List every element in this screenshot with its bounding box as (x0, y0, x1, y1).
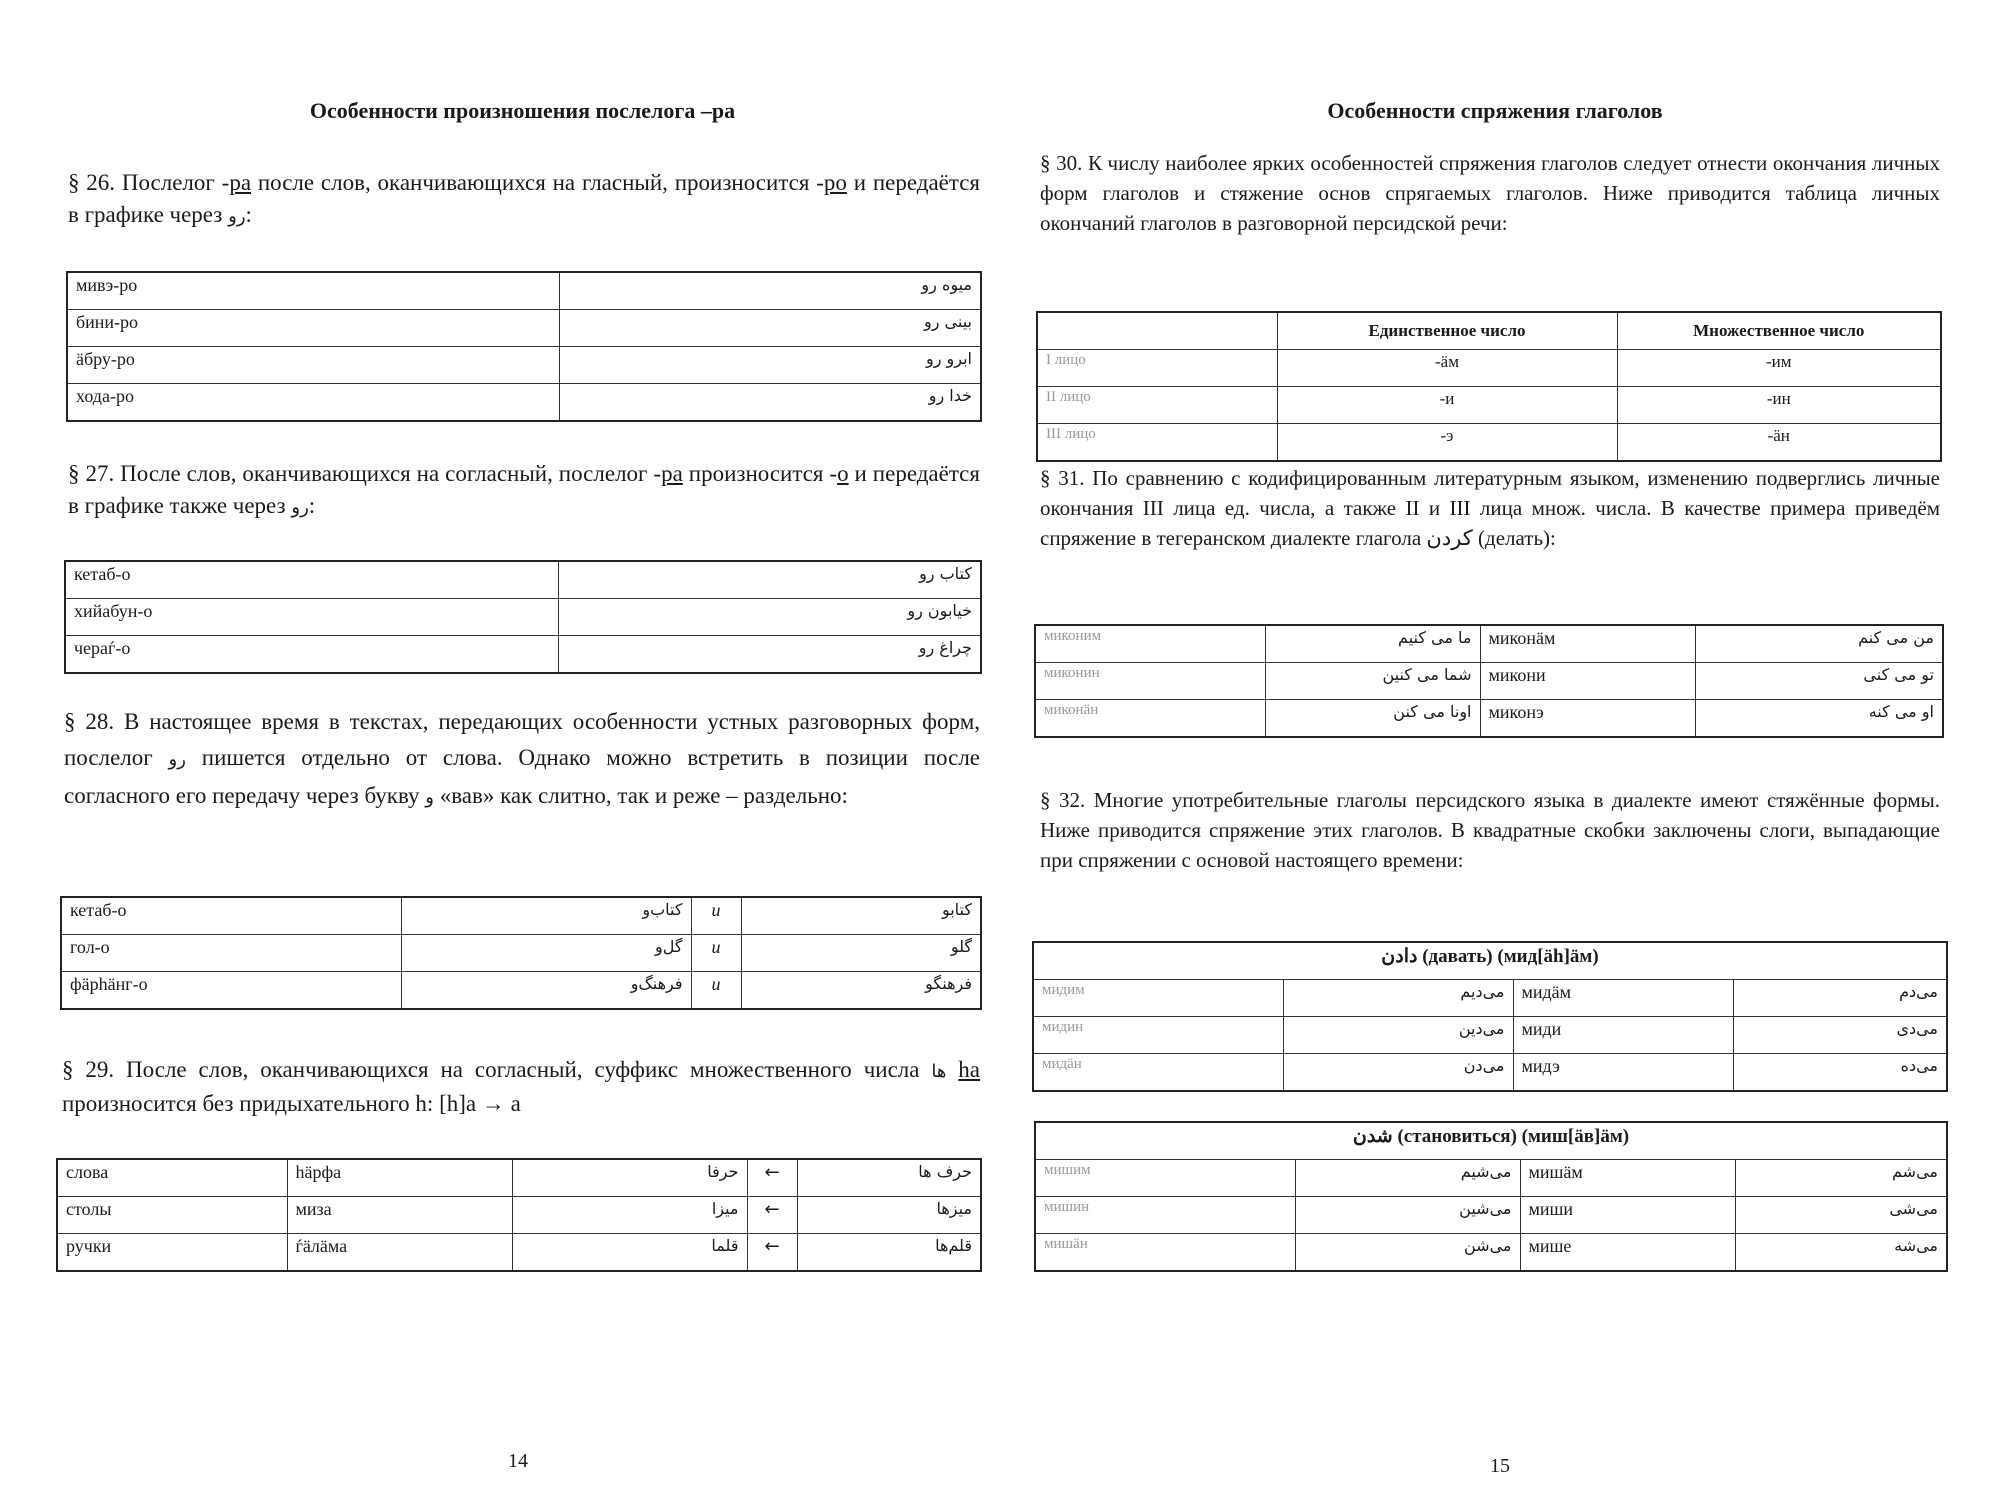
transcription-cell: häрфа (287, 1159, 512, 1197)
transcription-cell: мишин (1035, 1197, 1295, 1234)
person-cell: III лицо (1037, 424, 1277, 462)
transcription-cell: кетаб-о (65, 561, 558, 599)
transcription-cell: мишäн (1035, 1234, 1295, 1272)
persian-cell: می‌دین (1283, 1017, 1513, 1054)
meaning-cell: столы (57, 1197, 287, 1234)
transcription-cell: бини-ро (67, 310, 559, 347)
table-dadan (1032, 941, 1948, 1092)
transcription-cell: хода-ро (67, 384, 559, 422)
persian-cell: می‌دیم (1283, 980, 1513, 1017)
transcription-cell: мидим (1033, 980, 1283, 1017)
persian-cell: ما می کنیم (1265, 625, 1480, 663)
persian-cell: گل‌و (401, 935, 691, 972)
persian-cell: او می کنه (1695, 700, 1943, 738)
table-plural-suffix (56, 1158, 982, 1272)
table-row (65, 636, 981, 674)
persian-cell: شما می کنین (1265, 663, 1480, 700)
table-row (1033, 1017, 1947, 1054)
transcription-cell: мидэ (1513, 1054, 1733, 1092)
table-row (1033, 1054, 1947, 1092)
persian-cell: اونا می کنن (1265, 700, 1480, 738)
transcription-cell: миконэ (1480, 700, 1695, 738)
person-cell: II лицо (1037, 387, 1277, 424)
persian-cell: می‌شه (1735, 1234, 1947, 1272)
table-row (1037, 424, 1941, 462)
transcription-cell: ѓäлäма (287, 1234, 512, 1272)
transcription-cell: миши (1520, 1197, 1735, 1234)
arrow-cell: ← (747, 1197, 797, 1234)
persian-cell: قلما (512, 1234, 747, 1272)
right-page (1000, 0, 2000, 1486)
persian-cell: من می کنم (1695, 625, 1943, 663)
persian-cell: می‌ده (1733, 1054, 1947, 1092)
transcription-cell: миди (1513, 1017, 1733, 1054)
persian-cell: می‌شین (1295, 1197, 1520, 1234)
persian-cell: حرف ها (797, 1159, 981, 1197)
table-row (1037, 387, 1941, 424)
table-shodan (1034, 1121, 1948, 1272)
transcription-cell: кетаб-о (61, 897, 401, 935)
persian-cell: میزها (797, 1197, 981, 1234)
table-row (57, 1159, 981, 1197)
table-row (1035, 1197, 1947, 1234)
table-row (1033, 980, 1947, 1017)
persian-cell: کتابو (741, 897, 981, 935)
table-konjugation-kardan (1034, 624, 1944, 738)
singular-cell: -э (1277, 424, 1617, 462)
transcription-cell: мишäм (1520, 1160, 1735, 1197)
persian-cell: می‌شن (1295, 1234, 1520, 1272)
transcription-cell: äбру-ро (67, 347, 559, 384)
paragraph-26: § 26. Послелог -ра после слов, оканчивающихся на гласный, произносится -ро и передаётся в графике через رو: (68, 170, 980, 227)
persian-cell: فرهنگو (741, 972, 981, 1010)
table-row (1035, 625, 1943, 663)
page-number-left: 14 (508, 1450, 528, 1472)
table-row (67, 347, 981, 384)
transcription-cell: мишим (1035, 1160, 1295, 1197)
table-row (1035, 1160, 1947, 1197)
right-page-title: Особенности спряжения глаголов (1327, 98, 1663, 123)
persian-cell: ابرو رو (559, 347, 981, 384)
table-row (1035, 700, 1943, 738)
plural-cell: -ин (1617, 387, 1941, 424)
paragraph-32: § 32. Многие употребительные глаголы персидского языка в диалекте имеют стяжённые формы. Ниже приводится спряжение этих глаголов. В квадратные скобки заключены слоги, выпадающие при спряжении с основой настоящего времени: (1040, 788, 1940, 872)
paragraph-29: § 29. После слов, оканчивающихся на согласный, суффикс множественного числа ها ha произносится без придыхательного h: [h]a → a (62, 1057, 980, 1116)
transcription-cell: мише (1520, 1234, 1735, 1272)
table-row (65, 561, 981, 599)
transcription-cell: хийабун-о (65, 599, 558, 636)
table-row (61, 935, 981, 972)
persian-cell: می‌شیم (1295, 1160, 1520, 1197)
transcription-cell: миза (287, 1197, 512, 1234)
persian-cell: کتاب‌و (401, 897, 691, 935)
persian-cell: می‌دی (1733, 1017, 1947, 1054)
table-row (67, 384, 981, 422)
table-row (61, 897, 981, 935)
table-row (1035, 1234, 1947, 1272)
table-row (57, 1234, 981, 1272)
paragraph-28: § 28. В настоящее время в текстах, передающих особенности устных разговорных форм, послелог رو пишется отдельно от слова. Однако можно встретить в позиции после согласного его передачу через букву و «вав» как слитно, так и реже – раздельно: (64, 709, 981, 808)
shodan-caption: شدن (становиться) (миш[äв]äм) (1035, 1122, 1947, 1160)
table-row (61, 972, 981, 1010)
table-row (67, 272, 981, 310)
meaning-cell: ручки (57, 1234, 287, 1272)
transcription-cell: мидäн (1033, 1054, 1283, 1092)
persian-cell: کتاب رو (558, 561, 981, 599)
transcription-cell: миконин (1035, 663, 1265, 700)
persian-cell: میوه رو (559, 272, 981, 310)
meaning-cell: слова (57, 1159, 287, 1197)
table-postposition-vowel (66, 271, 982, 422)
transcription-cell: миконäн (1035, 700, 1265, 738)
transcription-cell: мивэ-ро (67, 272, 559, 310)
transcription-cell: миконäм (1480, 625, 1695, 663)
persian-cell: می‌دم (1733, 980, 1947, 1017)
persian-cell: می‌دن (1283, 1054, 1513, 1092)
persian-cell: بینی رو (559, 310, 981, 347)
plural-cell: -им (1617, 350, 1941, 387)
person-cell: I лицо (1037, 350, 1277, 387)
persian-cell: می‌شی (1735, 1197, 1947, 1234)
singular-cell: -äм (1277, 350, 1617, 387)
persian-cell: میزا (512, 1197, 747, 1234)
transcription-cell: миконим (1035, 625, 1265, 663)
arrow-cell: ← (747, 1159, 797, 1197)
conjunction-cell: и (691, 972, 741, 1010)
plural-cell: -äн (1617, 424, 1941, 462)
persian-cell: تو می کنی (1695, 663, 1943, 700)
transcription-cell: микони (1480, 663, 1695, 700)
conjunction-cell: и (691, 935, 741, 972)
paragraph-27: § 27. После слов, оканчивающихся на согласный, послелог -ра произносится -о и передаётся в графике также через رو: (68, 461, 980, 518)
dadan-caption: دادن (давать) (мид[äh]äм) (1033, 942, 1947, 980)
arrow-cell: ← (747, 1234, 797, 1272)
table-row (67, 310, 981, 347)
table-personal-endings: Единственное число Множественное число I лицо -äм -им II лицо -и -ин III лицо -э -äн (1036, 311, 1942, 462)
transcription-cell: чераѓ-о (65, 636, 558, 674)
paragraph-30: § 30. К числу наиболее ярких особенностей спряжения глаголов следует отнести окончания личных форм глаголов и стяжение основ спрягаемых глаголов. Ниже приводится таблица личных окончаний глаголов в разговорной персидской речи: (1040, 151, 1940, 235)
persian-cell: چراغ رو (558, 636, 981, 674)
table-row (57, 1197, 981, 1234)
persian-cell: قلم‌ها (797, 1234, 981, 1272)
persian-cell: می‌شم (1735, 1160, 1947, 1197)
persian-cell: خدا رو (559, 384, 981, 422)
persian-cell: خیابون رو (558, 599, 981, 636)
table-row (1035, 663, 1943, 700)
transcription-cell: мидäм (1513, 980, 1733, 1017)
persian-cell: حرفا (512, 1159, 747, 1197)
table-row (65, 599, 981, 636)
persian-cell: فرهنگ‌و (401, 972, 691, 1010)
left-page-title: Особенности произношения послелога –ра (309, 98, 736, 123)
table-vav-spelling (60, 896, 982, 1010)
conjunction-cell: и (691, 897, 741, 935)
page-number-right: 15 (1490, 1455, 1510, 1477)
transcription-cell: фäрhäнг-о (61, 972, 401, 1010)
transcription-cell: мидин (1033, 1017, 1283, 1054)
paragraph-31: § 31. По сравнению с кодифицированным литературным языком, изменению подверглись личные окончания III лица ед. числа, а также II и III лица множ. числа. В качестве примера приведём спряжение в тегеранском диалекте глагола کردن (делать): (1040, 466, 1940, 550)
table-postposition-consonant (64, 560, 982, 674)
persian-cell: گلو (741, 935, 981, 972)
table-row (1037, 350, 1941, 387)
singular-cell: -и (1277, 387, 1617, 424)
transcription-cell: гол-о (61, 935, 401, 972)
